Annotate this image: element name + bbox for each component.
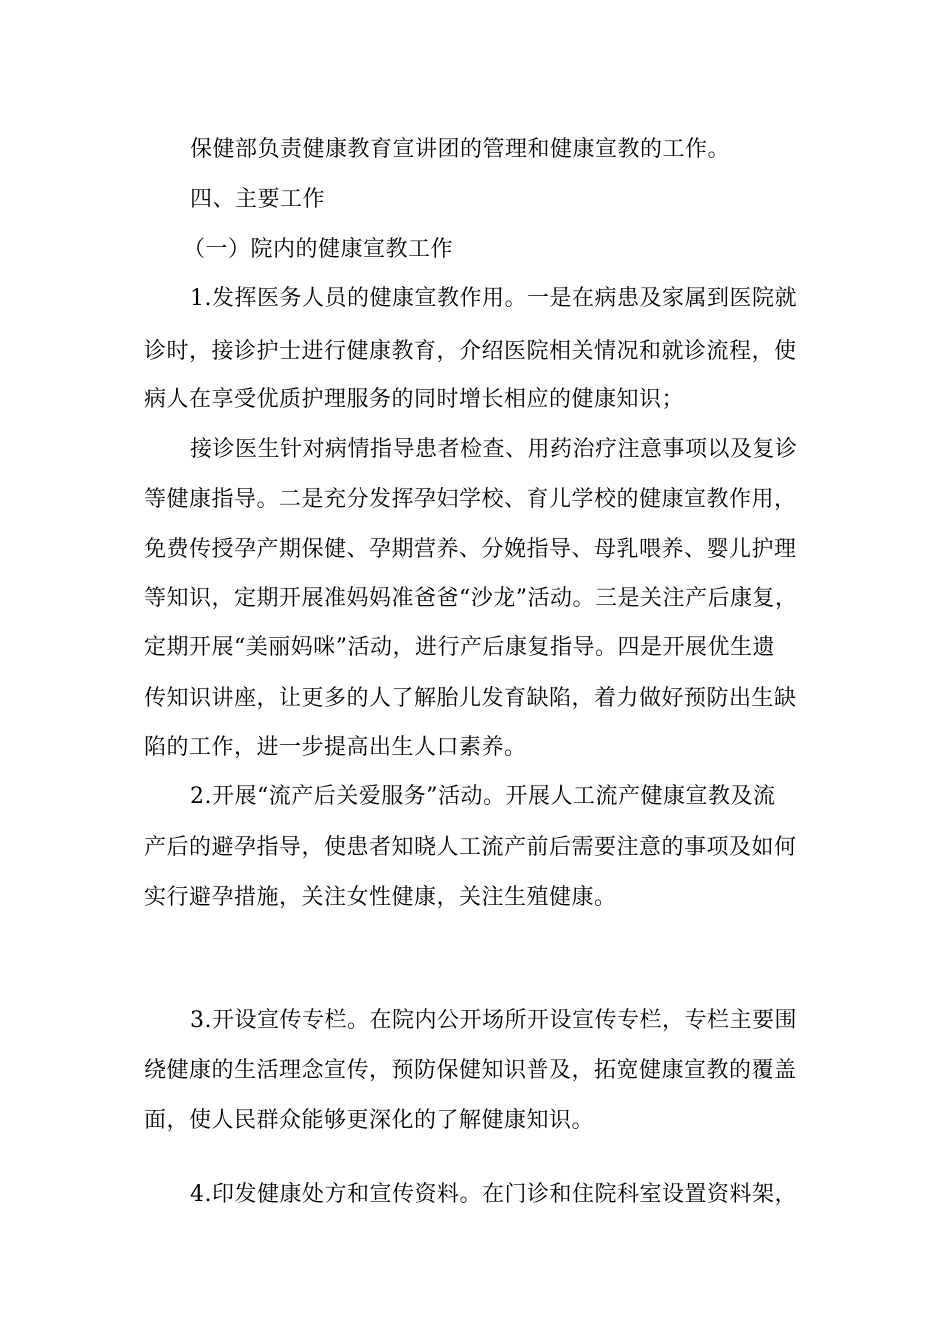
paragraph-line: 面，使人民群众能够更深化的了解健康知识。 [144,1108,595,1133]
paragraph-line: 定期开展“美丽妈咪”活动，进行产后康复指导。四是开展优生遗 [144,635,775,660]
paragraph-line: 免费传授孕产期保健、孕期营养、分娩指导、母乳喂养、婴儿护理 [144,537,797,562]
section-heading: 四、主要工作 [190,187,326,212]
subsection-heading: （一）院内的健康宣教工作 [183,237,454,262]
paragraph-line: 病人在享受优质护理服务的同时增长相应的健康知识； [144,387,685,412]
paragraph-line: 绕健康的生活理念宣传，预防保健知识普及，拓宽健康宣教的覆盖 [144,1058,797,1083]
paragraph-line: 4.印发健康处方和宣传资料。在门诊和住院科室设置资料架， [190,1182,797,1207]
paragraph-line: 等健康指导。二是充分发挥孕妇学校、育儿学校的健康宣教作用， [144,487,797,512]
paragraph-line: 实行避孕措施，关注女性健康，关注生殖健康。 [144,885,617,910]
paragraph-line: 等知识，定期开展准妈妈准爸爸“沙龙”活动。三是关注产后康复， [144,586,798,611]
paragraph-line: 2.开展“流产后关爱服务”活动。开展人工流产健康宣教及流 [190,784,776,809]
paragraph-line: 诊时，接诊护士进行健康教育，介绍医院相关情况和就诊流程，使 [144,339,797,364]
paragraph-line: 1.发挥医务人员的健康宣教作用。一是在病患及家属到医院就 [190,286,797,311]
paragraph-line: 接诊医生针对病情指导患者检查、用药治疗注意事项以及复诊 [190,437,798,462]
paragraph-line: 保健部负责健康教育宣讲团的管理和健康宣教的工作。 [190,137,731,162]
paragraph-line: 产后的避孕指导，使患者知晓人工流产前后需要注意的事项及如何 [144,835,797,860]
paragraph-line: 陷的工作，进一步提高出生人口素养。 [144,735,527,760]
paragraph-line: 传知识讲座，让更多的人了解胎儿发育缺陷，着力做好预防出生缺 [144,686,797,711]
paragraph-line: 3.开设宣传专栏。在院内公开场所开设宣传专栏，专栏主要围 [190,1008,797,1033]
